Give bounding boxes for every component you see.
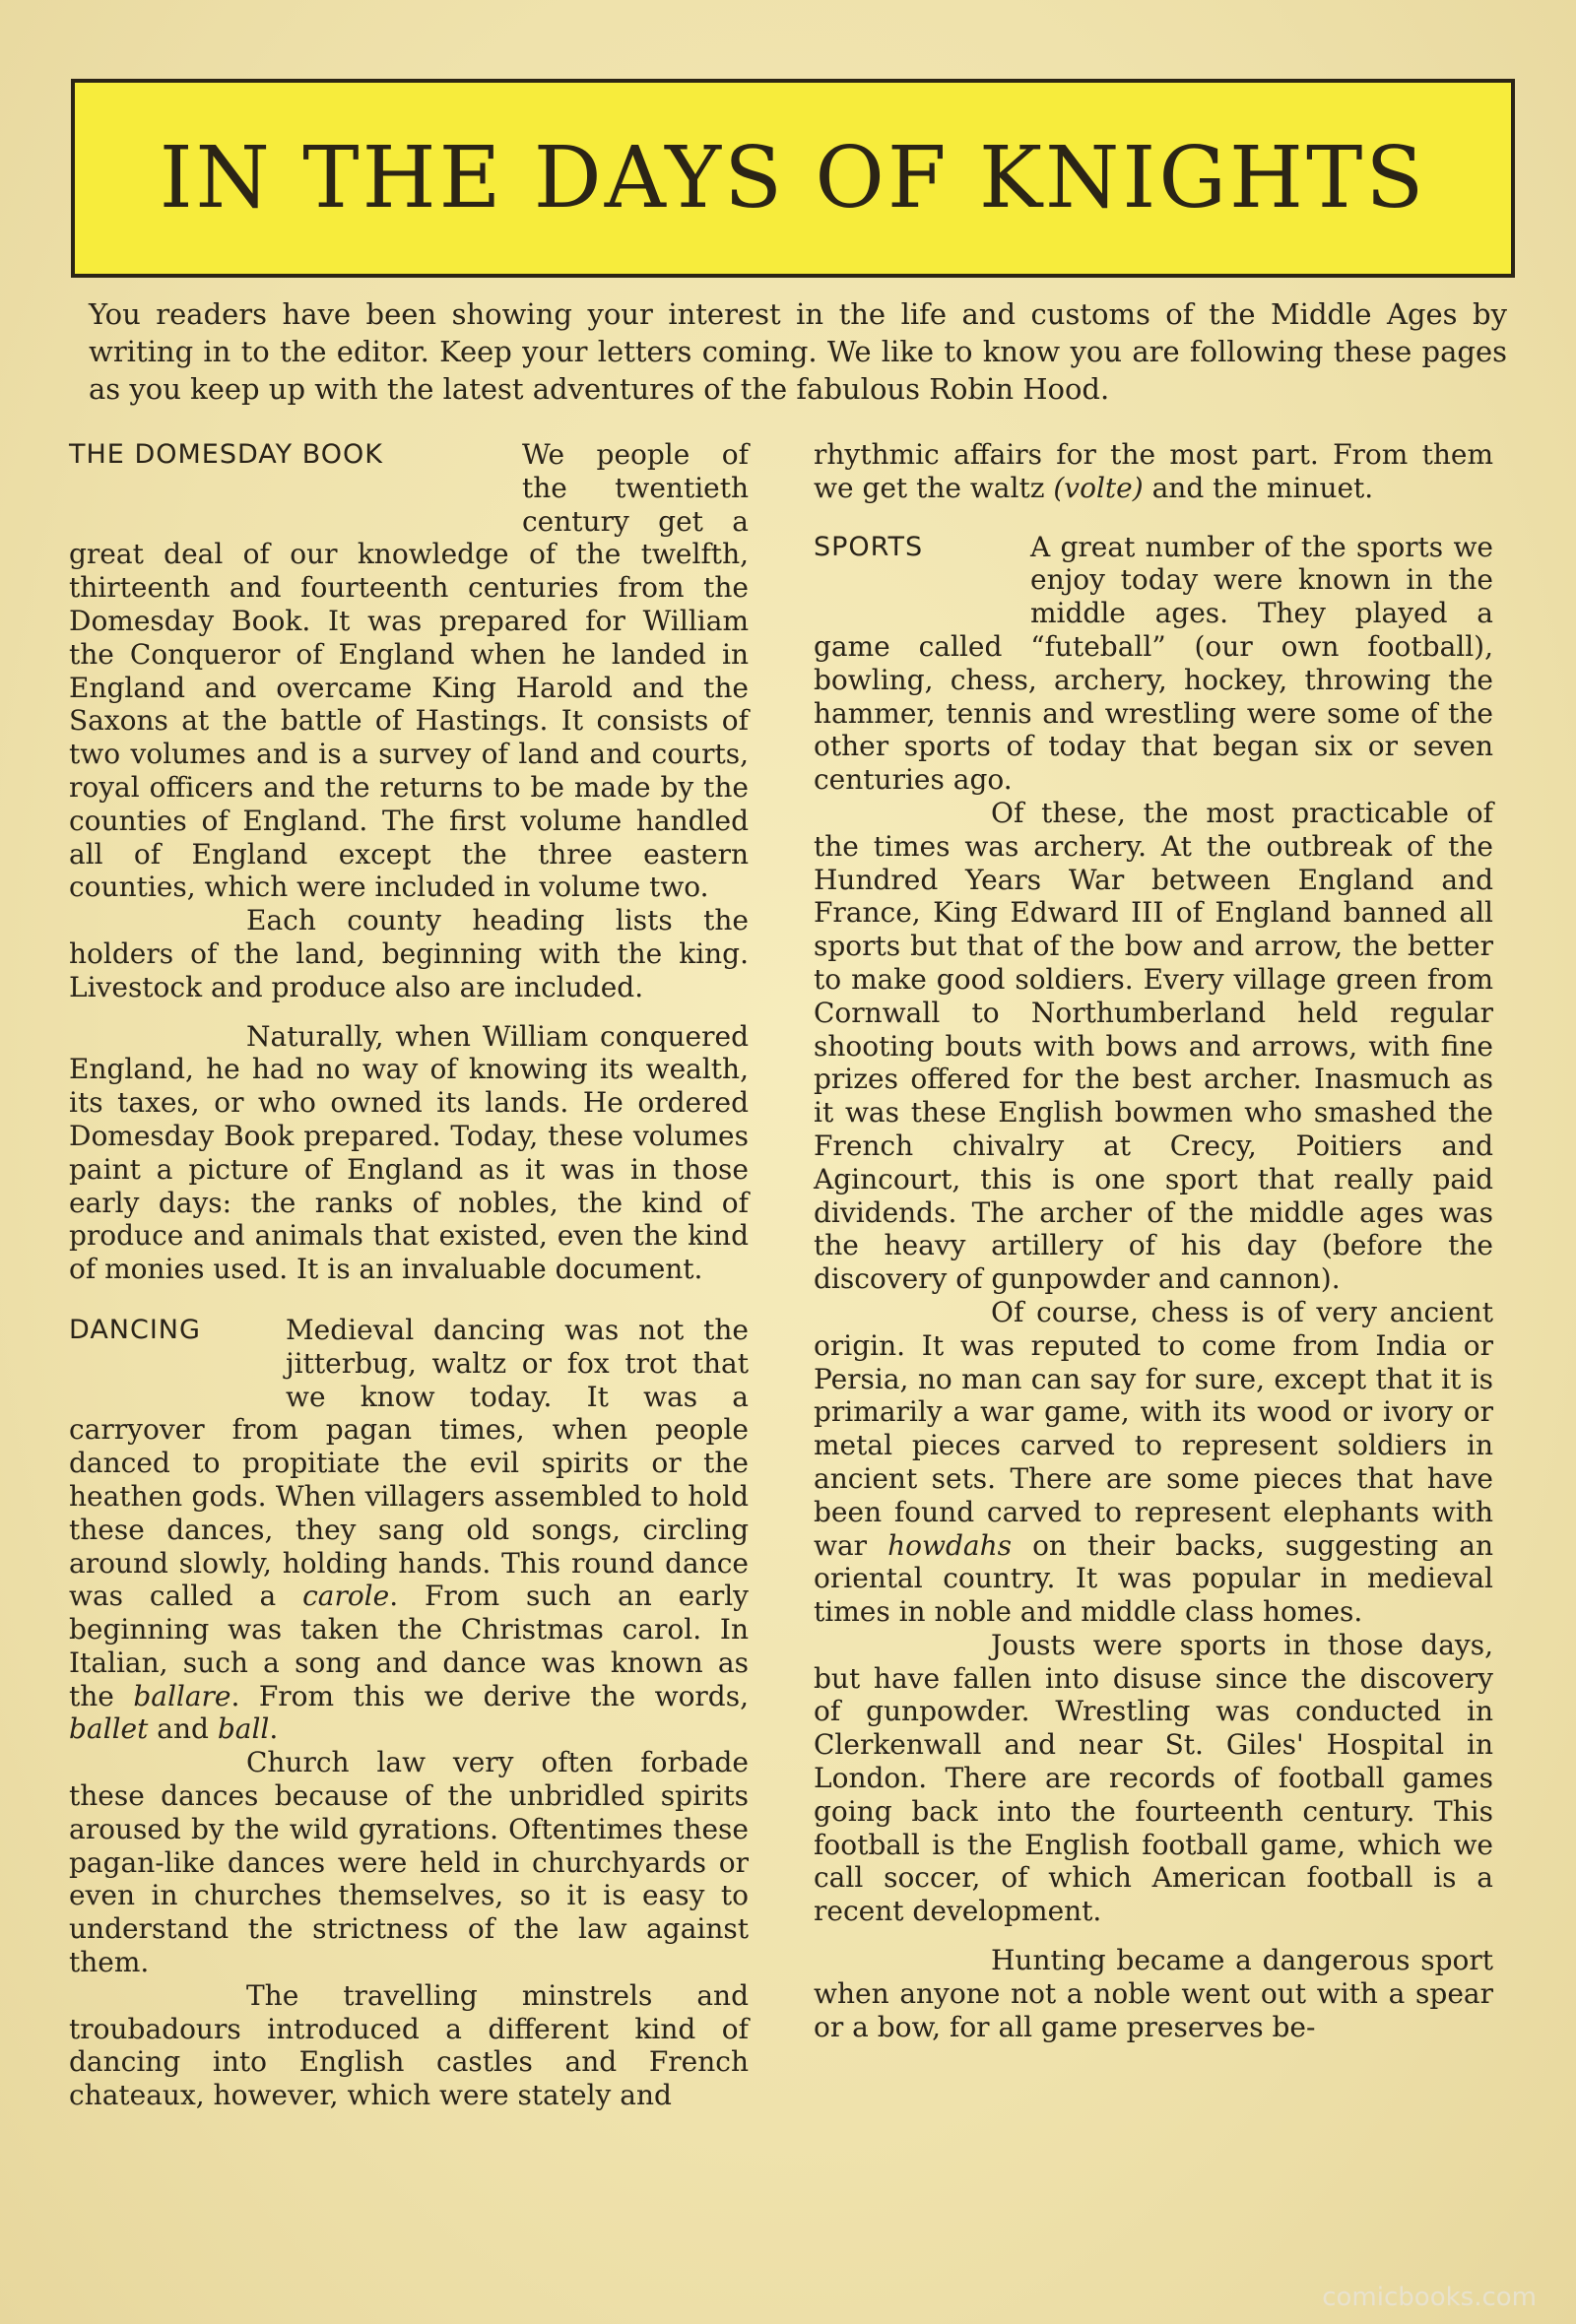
sports-section bbox=[814, 531, 1493, 2044]
domesday-paragraph-1: We people of the twentieth century get a great deal of our knowledge of the twelfth, thirteenth and fourteenth centuries from the Domesday Book. It was prepared for William the Conqueror of England when he landed in England and overcame King Harold and the Saxons at the battle of Hastings. It consists of two volumes and is a survey of land and courts, royal officers and the returns to be made by the counties of England. The first volume handled all of England except the three eastern counties, which were included in volume two. bbox=[69, 438, 749, 904]
sports-heading: SPORTS bbox=[814, 531, 924, 562]
dancing-continuation: rhythmic affairs for the most part. From them we get the waltz (volte) and the minuet. bbox=[814, 438, 1493, 504]
domesday-paragraph-2: Each county heading lists the holders of the land, beginning with the king. Livestock and produce also are included. bbox=[69, 904, 749, 1003]
sports-paragraph-5: Hunting became a dangerous sport when anyone not a noble went out with a spear or a bow, for all game preserves be- bbox=[814, 1944, 1493, 2043]
sports-paragraph-1: A great number of the sports we enjoy today were known in the middle ages. They played a game called “futeball” (our own football), bowling, chess, archery, hockey, throwing the hammer, tennis and wrestling were some of the other sports of today that began six or seven centuries ago. bbox=[814, 530, 1493, 797]
dancing-paragraph-3: The travelling minstrels and troubadours introduced a different kind of dancing into English castles and French chateaux, however, which were stately and bbox=[69, 1978, 749, 2112]
right-column bbox=[814, 438, 1493, 2043]
dancing-paragraph-1: Medieval dancing was not the jitterbug, waltz or fox trot that we know today. It was a carryover from pagan times, when people danced to propitiate the evil spirits or the heathen gods. When villagers assembled to hold these dances, they sang old songs, circling around slowly, holding hands. This round dance was called a carole. From such an early beginning was taken the Christmas carol. In Italian, such a song and dance was known as the ballare. From this we derive the words, ballet and ball. bbox=[69, 1313, 750, 1746]
intro-paragraph: You readers have been showing your interest in the life and customs of the Middle Ages by writing in to the editor. Keep your letters coming. We like to know you are following these pages as you keep up with the latest adventures of the fabulous Robin Hood. bbox=[89, 297, 1507, 406]
dancing-heading: DANCING bbox=[69, 1314, 201, 1345]
left-column bbox=[69, 438, 749, 2112]
sports-paragraph-4: Jousts were sports in those days, but have fallen into disuse since the discovery of gunpowder. Wrestling was conducted in Clerkenwall and near St. Giles' Hospital in London. There are records of football games going back into the fourteenth century. This football is the English football game, which we call soccer, of which American football is a recent development. bbox=[814, 1628, 1493, 1928]
dancing-section bbox=[69, 1314, 749, 2112]
sports-paragraph-3: Of course, chess is of very ancient origin. It was reputed to come from India or Persia, no man can say for sure, except that it is primarily a war game, with its wood or ivory or metal pieces carved to represent soldiers in ancient sets. There are some pieces that have been found carved to represent elephants with war howdahs on their backs, suggesting an oriental country. It was popular in medieval times in noble and middle class homes. bbox=[814, 1295, 1493, 1629]
domesday-section bbox=[69, 438, 749, 1286]
title-banner bbox=[71, 79, 1515, 278]
domesday-heading: THE DOMESDAY BOOK bbox=[69, 439, 383, 470]
watermark: comicbooks.com bbox=[1322, 2283, 1537, 2312]
page-title: IN THE DAYS OF KNIGHTS bbox=[159, 129, 1427, 227]
domesday-paragraph-3: Naturally, when William conquered England, he had no way of knowing its wealth, its taxes, or who owned its lands. He ordered Domesday Book prepared. Today, these volumes paint a picture of England as it was in those early days: the ranks of nobles, the kind of produce and animals that existed, even the kind of monies used. It is an invaluable document. bbox=[69, 1019, 749, 1286]
dancing-paragraph-2: Church law very often forbade these dances because of the unbridled spirits aroused by the wild gyrations. Oftentimes these pagan-like dances were held in churchyards or even in churches themselves, so it is easy to understand the strictness of the law against them. bbox=[69, 1746, 749, 1979]
sports-paragraph-2: Of these, the most practicable of the times was archery. At the outbreak of the Hundred Years War between England and France, King Edward III of England banned all sports but that of the bow and arrow, the better to make good soldiers. Every village green from Cornwall to Northumberland held regular shooting bouts with bows and arrows, with fine prizes offered for the best archer. Inasmuch as it was these English bowmen who smashed the French chivalry at Crecy, Poitiers and Agincourt, this is one sport that really paid dividends. The archer of the middle ages was the heavy artillery of his day (before the discovery of gunpowder and cannon). bbox=[814, 796, 1493, 1296]
intro-section bbox=[89, 295, 1507, 408]
